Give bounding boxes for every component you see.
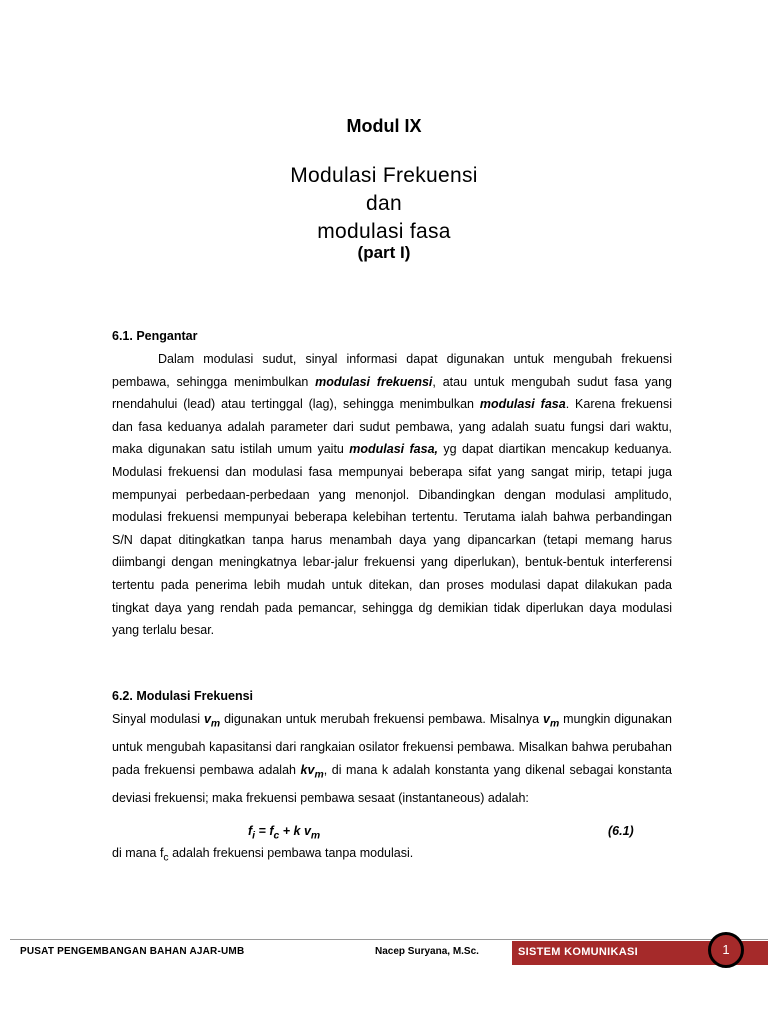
section-heading-pengantar: 6.1. Pengantar (112, 329, 198, 343)
symbol-vm: $v_m$ (542, 712, 560, 730)
symbol-kvm: $kv_m$ (300, 762, 324, 781)
term-modulasi-fasa-umum: modulasi fasa, (349, 442, 439, 457)
page-number: 1 (722, 942, 730, 957)
section-heading-modulasi-frekuensi: 6.2. Modulasi Frekuensi (112, 689, 254, 703)
title-line-3: modulasi fasa (317, 220, 451, 243)
footer-author: Nacep Suryana, M.Sc. (375, 946, 479, 957)
title-line-1: Modulasi Frekuensi (290, 164, 478, 187)
term-modulasi-frekuensi: modulasi frekuensi (315, 374, 433, 389)
part-label: (part I) (357, 243, 411, 262)
text-run: . Karena frekuensi dan fasa keduanya adalah parameter dari sudut pembawa, yang adalah suatu fungsi dari waktu, maka digunakan satu istilah umum yaitu (112, 397, 672, 457)
symbol-vm: $v_m$ (203, 712, 221, 730)
equation-formula: $f_i = f_c + k$ $v_m$ (248, 824, 321, 842)
equation-explanation: di mana $f_c$ adalah frekuensi pembawa tanpa modulasi. (112, 846, 414, 864)
text-run: , di mana k adalah konstanta yang dikenal sebagai konstanta deviasi frekuensi; maka frekuensi pembawa sesaat (instantaneous) adalah: (112, 762, 673, 805)
paragraph-pengantar (112, 348, 672, 642)
text-run: digunakan untuk merubah frekuensi pembawa. Misalnya (220, 712, 543, 726)
page-number-badge (708, 932, 744, 968)
title-line-2: dan (366, 192, 402, 215)
text-run: yg dapat diartikan mencakup keduanya. Modulasi frekuensi dan modulasi fasa mempunyai beberapa sifat yang sangat mirip, tetapi juga mempunyai perbedaan-perbedaan yang menonjol. Dibandingkan dengan modulasi amplitudo, modulasi frekuensi mempunyai beberapa kelebihan tertentu. Terutama ialah bahwa perbandingan S/N dapat ditingkatkan tanpa harus menambah daya yang dipancarkan (tetapi memang harus diimbangi dengan meningkatnya lebar-jalur frekuensi yang diperlukan), bentuk-bentuk interferensi tertentu pada penerima lebih mudah untuk ditekan, dan proses modulasi dapat dilakukan pada tingkat daya yang rendah pada pemancar, sehingga dg demikian tidak diperlukan daya modulasi yang terlalu besar. (112, 442, 673, 638)
text-run: Sinyal modulasi (112, 712, 204, 726)
term-modulasi-fasa: modulasi fasa (479, 397, 566, 412)
equation-6-1 (112, 824, 672, 844)
text-run: Dalam modulasi sudut, sinyal informasi dapat digunakan untuk mengubah frekuensi pembawa, sehingga menimbulkan (112, 352, 672, 389)
document-title (0, 162, 768, 246)
module-number: Modul IX (346, 116, 422, 136)
footer-institution: PUSAT PENGEMBANGAN BAHAN AJAR-UMB (20, 946, 245, 957)
equation-number: (6.1) (608, 824, 634, 838)
footer-course-label: SISTEM KOMUNIKASI (518, 946, 638, 958)
text-run: , atau untuk mengubah sudut fasa yang rnendahului (lead) atau tertinggal (lag), sehingga menimbulkan (112, 374, 672, 412)
footer-divider (10, 939, 768, 940)
paragraph-modulasi-frekuensi (112, 708, 672, 809)
text-run: mungkin digunakan untuk mengubah kapasitansi dari rangkaian osilator frekuensi pembawa. Misalkan bahwa perubahan pada frekuensi pembawa adalah (112, 712, 672, 777)
